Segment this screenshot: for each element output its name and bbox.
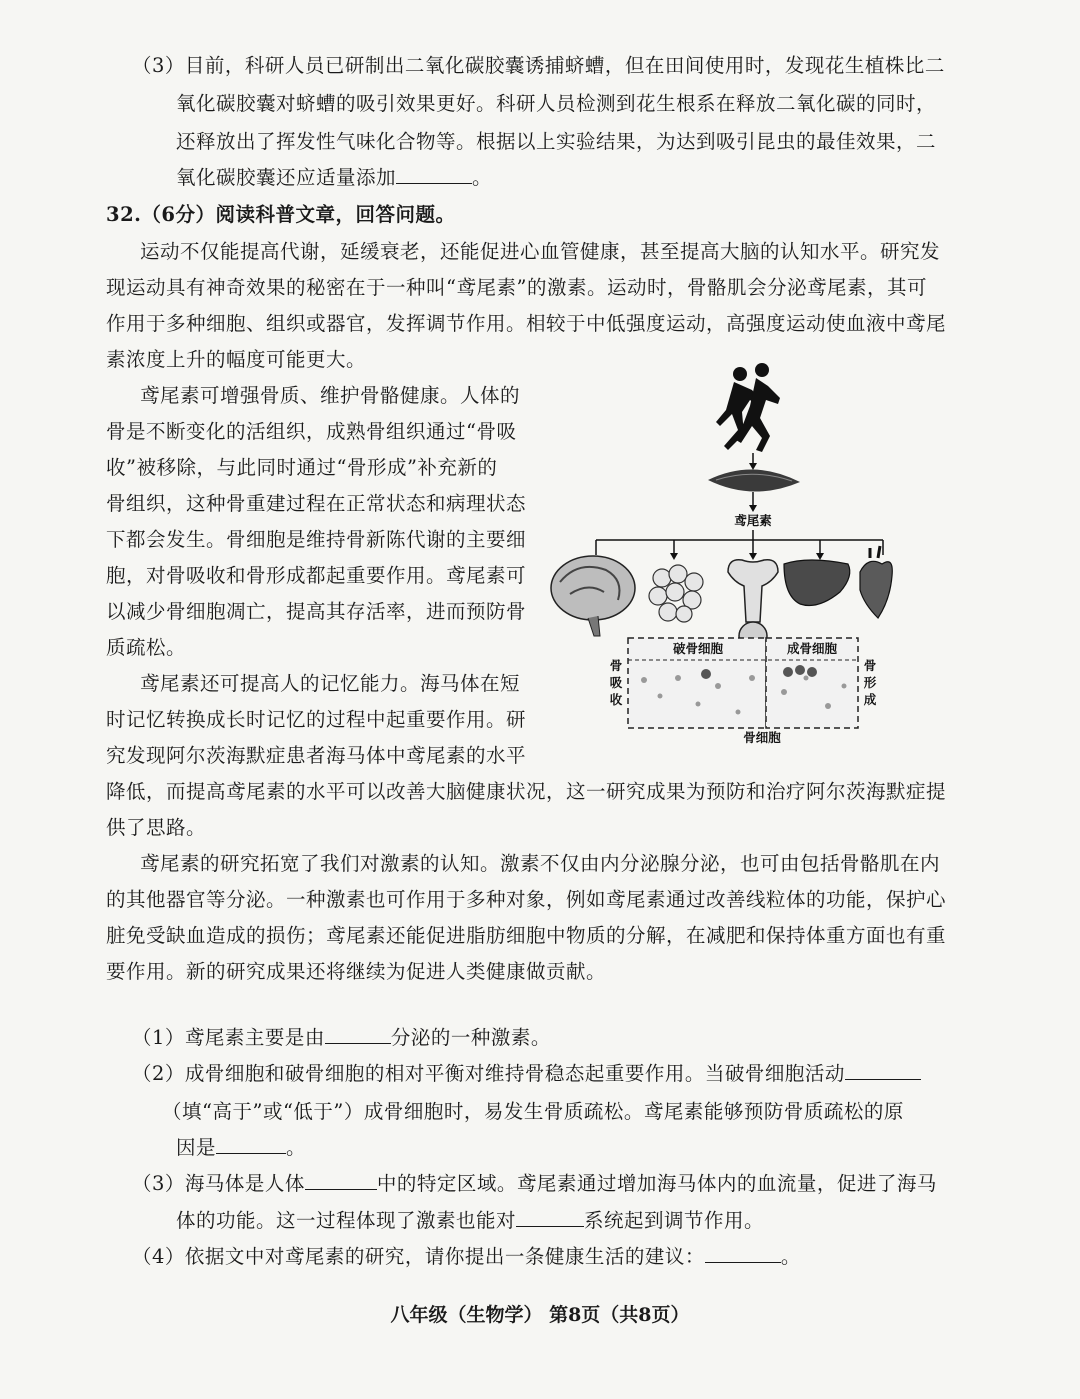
answer-blank[interactable] xyxy=(216,1135,286,1154)
svg-text:吸: 吸 xyxy=(609,675,623,690)
p4-line-4: 要作用。新的研究成果还将继续为促进人类健康做贡献。 xyxy=(106,960,607,983)
formation-label xyxy=(864,658,877,707)
q3-line-2: 体的功能。这一过程体现了激素也能对 系统起到调节作用。 xyxy=(176,1209,765,1232)
p2-line-5: 下都会发生。骨细胞是维持骨新陈代谢的主要细 xyxy=(106,528,527,551)
osteoclast-label: 破骨细胞 xyxy=(672,641,724,656)
osteoblast-label: 成骨细胞 xyxy=(786,641,838,656)
muscle-icon xyxy=(708,469,800,491)
svg-text:形: 形 xyxy=(863,675,877,690)
p3-line-1: 鸢尾素还可提高人的记忆能力。海马体在短 xyxy=(140,672,521,695)
p1-line-4: 素浓度上升的幅度可能更大。 xyxy=(106,348,367,371)
fat-cells-icon xyxy=(649,565,703,622)
q2-line-2: （填“高于”或“低于”）成骨细胞时，易发生骨质疏松。鸢尾素能够预防骨质疏松的原 xyxy=(162,1100,904,1123)
svg-text:骨: 骨 xyxy=(863,658,877,673)
resorption-label xyxy=(610,658,623,707)
answer-blank[interactable] xyxy=(845,1061,921,1080)
p2-line-2: 骨是不断变化的活组织，成熟骨组织通过“骨吸 xyxy=(106,420,517,443)
q3-line-1: （3）海马体是人体 中的特定区域。鸢尾素通过增加海马体内的血流量，促进了海马 xyxy=(132,1172,937,1195)
p3-line-3: 究发现阿尔茨海默症患者海马体中鸢尾素的水平 xyxy=(106,744,527,767)
answer-blank[interactable] xyxy=(705,1244,781,1263)
svg-text:成: 成 xyxy=(863,692,877,707)
p3-line-2: 时记忆转换成长时记忆的过程中起重要作用。研 xyxy=(106,708,527,731)
liver-icon xyxy=(784,560,850,606)
runners-icon xyxy=(716,363,780,452)
q32-heading: 32.（6分）阅读科普文章，回答问题。 xyxy=(106,203,456,226)
p1-line-3: 作用于多种细胞、组织或器官，发挥调节作用。相较于中低强度运动，高强度运动使血液中鸢尾 xyxy=(106,312,947,335)
p1-line-2: 现运动具有神奇效果的秘密在于一种叫“鸢尾素”的激素。运动时，骨骼肌会分泌鸢尾素，其可 xyxy=(106,276,927,299)
p2-line-3: 收”被移除，与此同时通过“骨形成”补充新的 xyxy=(106,456,498,479)
answer-blank[interactable] xyxy=(305,1171,377,1190)
answer-blank[interactable] xyxy=(516,1208,584,1227)
p2-line-1: 鸢尾素可增强骨质、维护骨骼健康。人体的 xyxy=(140,384,521,407)
p2-line-4: 骨组织，这种骨重建过程在正常状态和病理状态 xyxy=(106,492,527,515)
p4-line-2: 的其他器官等分泌。一种激素也可作用于多种对象，例如鸢尾素通过改善线粒体的功能，保护心 xyxy=(106,888,947,911)
irisin-label: 鸢尾素 xyxy=(734,513,772,528)
heart-icon xyxy=(860,546,892,618)
p2-line-6: 胞，对骨吸收和骨形成都起重要作用。鸢尾素可 xyxy=(106,564,527,587)
p3-line-4: 降低，而提高鸢尾素的水平可以改善大脑健康状况，这一研究成果为预防和治疗阿尔茨海默症提 xyxy=(106,780,947,803)
q31-3-line-1: （3）目前，科研人员已研制出二氧化碳胶囊诱捕蛴螬，但在田间使用时，发现花生植株比二 xyxy=(132,54,945,77)
q31-3-text: 氧化碳胶囊还应适量添加 xyxy=(176,166,397,189)
q2-line-3: 因是 。 xyxy=(176,1136,307,1159)
p2-line-8: 质疏松。 xyxy=(106,636,187,659)
osteocyte-label: 骨细胞 xyxy=(743,730,781,745)
p1-line-1: 运动不仅能提高代谢，延缓衰老，还能促进心血管健康，甚至提高大脑的认知水平。研究发 xyxy=(140,240,941,263)
svg-text:收: 收 xyxy=(609,692,623,707)
svg-text:骨: 骨 xyxy=(609,658,623,673)
q1: （1）鸢尾素主要是由 分泌的一种激素。 xyxy=(132,1026,551,1049)
answer-blank[interactable] xyxy=(325,1025,391,1044)
q4: （4）依据文中对鸢尾素的研究，请你提出一条健康生活的建议： 。 xyxy=(132,1245,801,1268)
brain-icon xyxy=(551,556,635,636)
page-footer: 八年级（生物学） 第8页（共8页） xyxy=(390,1304,690,1326)
p2-line-7: 以减少骨细胞凋亡，提高其存活率，进而预防骨 xyxy=(106,600,527,623)
p4-line-3: 脏免受缺血造成的损伤；鸢尾素还能促进脂肪细胞中物质的分解，在减肥和保持体重方面也有重 xyxy=(106,924,947,947)
answer-blank[interactable] xyxy=(396,165,472,184)
p4-line-1: 鸢尾素的研究拓宽了我们对激素的认知。激素不仅由内分泌腺分泌，也可由包括骨骼肌在内 xyxy=(140,852,941,875)
q2-line-1: （2）成骨细胞和破骨细胞的相对平衡对维持骨稳态起重要作用。当破骨细胞活动 xyxy=(132,1058,921,1086)
q31-3-line-3: 还释放出了挥发性气味化合物等。根据以上实验结果，为达到吸引昆虫的最佳效果，二 xyxy=(176,130,937,153)
q31-3-line-4: 氧化碳胶囊还应适量添加 。 xyxy=(176,166,493,189)
q31-3-line-2: 氧化碳胶囊对蛴螬的吸引效果更好。科研人员检测到花生根系在释放二氧化碳的同时， xyxy=(176,92,937,115)
p3-line-5: 供了思路。 xyxy=(106,816,207,839)
irisin-diagram xyxy=(548,360,893,760)
